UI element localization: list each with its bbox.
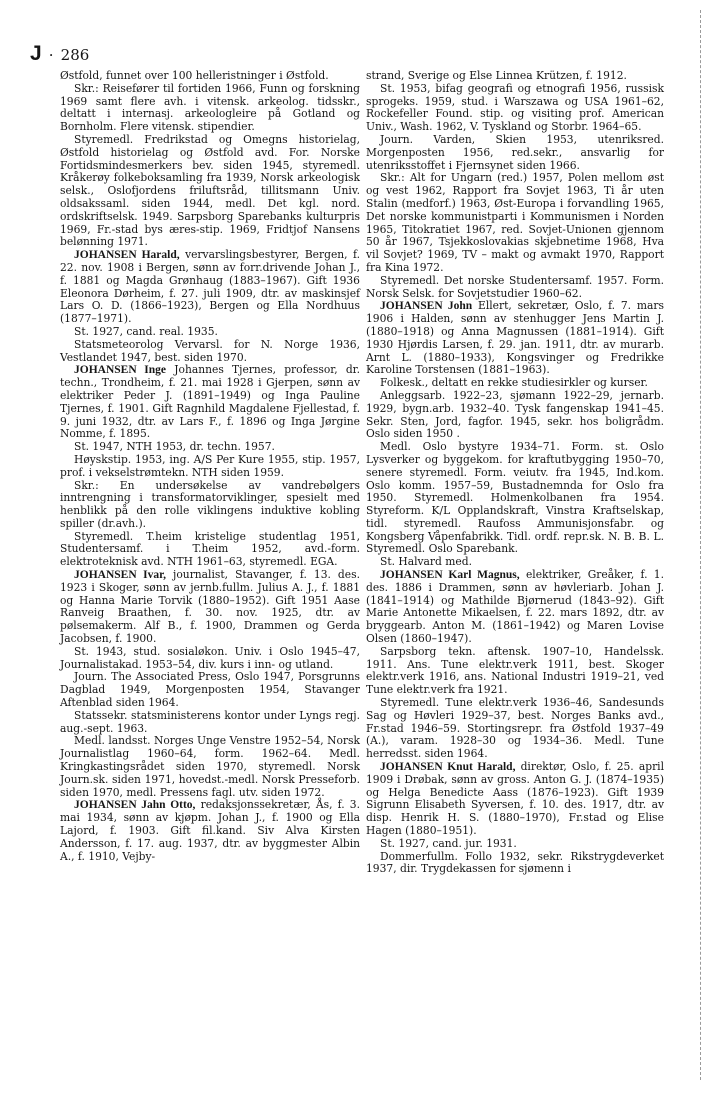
entry-name: JOHANSEN John [380,300,473,313]
entry-text: redaksjonssekretær, Ås, f. 3. mai 1934, sønn av kjøpm. Johan J., f. 1900 og Ella Lajord, f. 1903. Gift fil.kand. Siv Alva Kirsten Andersson, f. 17. aug. 1937, dtr. av byggmester Albin A., f. 1910, Vejby- [60,798,360,863]
entry-name: JOHANSEN Karl Magnus, [380,569,520,582]
biography-entry [366,300,664,377]
entry-text: elektriker, Greåker, f. 1. des. 1886 i Drammen, sønn av høvleriarb. Johan J. (1841–1914) og Mathilde Bjørnerud (1843–92). Gift Marie Antonette Mikaelsen, f. 22. mars 1892, dtr. av bryggearb. Anton M. (1861–1942) og Maren Lovise Olsen (1860–1947). [366,568,664,646]
paragraph: Styremedl. Tune elektr.verk 1936–46, Sandesunds Sag og Høvleri 1929–37, best. Norges Banks avd., Fr.stad 1946–59. Stortingsrepr. fra Østfold 1937–49 (A.), varam. 1928–30 og 1934–36. Medl. Tune herredsst. siden 1964. [366,696,664,761]
paragraph: Anleggsarb. 1922–23, sjømann 1922–29, jernarb. 1929, bygn.arb. 1932–40. Tysk fangenskap 1941–45. Sekr. Sten, Jord, fagfor. 1945, sekr. hos boligrådm. Oslo siden 1950 . [366,388,664,441]
entry-text: journalist, Stavanger, f. 13. des. 1923 i Skoger, sønn av jernb.fullm. Julius A. J., f. 1881 og Hanna Marie Torvik (1880–1952). Gift 1951 Aase Ranveig Braathen, f. 30. nov. 1925, dtr. av pølsemakerm. Alf B., f. 1900, Drammen og Gerda Jacobsen, f. 1900. [60,568,360,646]
paragraph: Skr.: Alt for Ungarn (red.) 1957, Polen mellom øst og vest 1962, Rapport fra Sovjet 1963, Ti år uten Stalin (medforf.) 1963, Øst-Europa i forvandling 1965, Det norske kommunistparti i Kommunismen i Norden 1965, Titokratiet 1967, red. Sovjet-Unionen gjennom 50 år 1967, Tsjekkoslovakias skjebnetime 1968, Hva vil Sovjet? 1969, TV – makt og avmakt 1970, Rapport fra Kina 1972. [366,171,664,274]
page-number: 286 [60,46,90,64]
margin-rule [700,10,702,1080]
paragraph: Skr.: En undersøkelse av vandrebølgers inntrengning i transformatorviklinger, spesielt med henblikk på den rolle viklingens induktive kobling spiller (dr.avh.). [60,478,360,530]
page-number-separator: · [48,46,54,64]
biography-entry [366,761,664,838]
biography-entry [60,364,360,441]
paragraph: Medl. Oslo bystyre 1934–71. Form. st. Oslo Lysverker og byggekom. for kraftutbygging 1950–70, senere styremedl. Form. veiutv. fra 1945, Ind.kom. Oslo komm. 1957–59, Bustadnemnda for Oslo fra 1950. Styremedl. Holmenkolbanen fra 1954. Styreform. K/L Opplandskraft, Vinstra Kraftselskap, tidl. styremedl. Raufoss Ammunisjonsfabr. og Kongsberg Våpenfabrikk. Tidl. ordf. repr.sk. N. B. B. L. Styremedl. Oslo Sparebank. [366,440,664,556]
paragraph: St. 1947, NTH 1953, dr. techn. 1957. [74,440,275,454]
paragraph: Dommerfullm. Follo 1932, sekr. Rikstrygdeverket 1937, dir. Trygdekassen for sjømenn i [366,849,664,876]
page-header [30,42,89,64]
paragraph: Styremedl. Det norske Studentersamf. 1957. Form. Norsk Selsk. for Sovjetstudier 1960–62. [366,273,664,300]
entry-name: JOHANSEN Knut Harald, [380,761,516,774]
paragraph: St. 1943, stud. sosialøkon. Univ. i Oslo 1945–47, Journalistakad. 1953–54, div. kurs i inn- og utland. [60,644,360,671]
entry-name: JOHANSEN Ivar, [74,569,167,582]
entry-text: Ellert, sekretær, Oslo, f. 7. mars 1906 i Halden, sønn av stenhugger Jens Martin J. (1880–1918) og Anna Magnussen (1881–1914). Gift 1930 Hjørdis Larsen, f. 29. jan. 1911, dtr. av murarb. Arnt L. (1880–1933), Kongsvinger og Fredrikke Karoline Torstensen (1881–1963). [366,299,664,377]
left-column [60,70,360,863]
right-column [366,70,664,876]
paragraph: St. 1927, cand. jur. 1931. [380,836,517,850]
paragraph: St. 1953, bifag geografi og etnografi 1956, russisk sprogeks. 1959, stud. i Warszawa og USA 1961–62, Rockefeller Found. stip. og visiting prof. American Univ., Wash. 1962, V. Tyskland og Storbr. 1964–65. [366,81,664,134]
entry-name: JOHANSEN Harald, [74,249,180,262]
paragraph: Journ. The Associated Press, Oslo 1947, Porsgrunns Dagblad 1949, Morgenposten 1954, Stavanger Aftenblad siden 1964. [60,670,360,710]
paragraph: Styremedl. T.heim kristelige studentlag 1951, Studentersamf. i T.heim 1952, avd.-form. elektroteknisk avd. NTH 1961–63, styremedl. EGA. [60,529,360,569]
biography-entry [60,799,360,863]
paragraph: St. 1927, cand. real. 1935. [74,324,218,338]
paragraph: Statsmeteorolog Vervarsl. for N. Norge 1936, Vestlandet 1947, best. siden 1970. [60,337,360,364]
entry-name: JOHANSEN Jahn Otto, [74,799,196,812]
paragraph: Styremedl. Fredrikstad og Omegns historielag, Østfold historielag og Østfold avd. For. Norske Fortidsmindesmerkers bev. siden 1945, styremedl. Kråkerøy folkeboksamling fra 1939, Norsk arkeologisk selsk., Oslofjordens friluftsråd, tillitsmann Univ. oldsakssaml. siden 1944, medl. Det kgl. nord. ordskriftselsk. 1949. Sarpsborg Sparebanks kulturpris 1969, Fr.-stad bys æres-stip. 1969, Fridtjof Nansens belønning 1971. [60,132,360,249]
paragraph: St. Halvard med. [380,555,472,569]
biography-entry [366,569,664,646]
biography-entry [60,249,360,326]
entry-text: direktør, Oslo, f. 25. april 1909 i Drøbak, sønn av gross. Anton G. J. (1874–1935) og Helga Benedicte Aass (1876–1923). Gift 1939 Sigrunn Elisabeth Syversen, f. 10. des. 1917, dtr. av disp. Henrik H. S. (1880–1970), Fr.stad og Elise Hagen (1880–1951). [366,760,665,838]
paragraph: Medl. landsst. Norges Unge Venstre 1952–54, Norsk Journalistlag 1960–64, form. 1962–64. Medl. Kringkastingsrådet siden 1970, styremedl. Norsk Journ.sk. siden 1971, hovedst.-medl. Norsk Presseforb. siden 1970, medl. Pressens fagl. utv. siden 1972. [60,734,360,799]
paragraph: Høyskstip. 1953, ing. A/S Per Kure 1955, stip. 1957, prof. i vekselstrømtekn. NTH siden 1959. [60,452,360,479]
paragraph: Sarpsborg tekn. aftensk. 1907–10, Handelssk. 1911. Ans. Tune elektr.verk 1911, best. Skoger elektr.verk 1916, ans. National Industri 1919–21, ved Tune elektr.verk fra 1921. [366,644,664,697]
continued-paragraph: Østfold, funnet over 100 helleristninger i Østfold. [60,69,329,82]
paragraph: Statssekr. statsministerens kontor under Lyngs regj. aug.-sept. 1963. [60,708,360,735]
entry-text: Johannes Tjernes, professor, dr. techn., Trondheim, f. 21. mai 1928 i Gjerpen, sønn av elektriker Peder J. (1891–1949) og Inga Pauline Tjernes, f. 1901. Gift Ragnhild Magdalene Fjellestad, f. 9. juni 1932, dtr. av Lars F., f. 1896 og Inga Jørgine Nomme, f. 1895. [60,363,360,441]
paragraph: Journ. Varden, Skien 1953, utenriksred. Morgenposten 1956, red.sekr., ansvarlig for utenriksstoffet i Fjernsynet siden 1966. [366,132,664,172]
entry-name: JOHANSEN Inge [74,364,167,377]
paragraph: Folkesk., deltatt en rekke studiesirkler og kurser. [380,376,648,390]
entry-text: vervarslingsbestyrer, Bergen, f. 22. nov. 1908 i Bergen, sønn av forr.drivende Johan J., f. 1881 og Magda Grønhaug (1883–1967). Gift 1936 Eleonora Dørheim, f. 27. juli 1909, dtr. av maskinsjef Lars O. D. (1866–1923), Bergen og Ella Nordhuus (1877–1971). [60,248,360,326]
paragraph: Skr.: Reisefører til fortiden 1966, Funn og forskning 1969 samt flere avh. i vitensk. arkeolog. tidsskr., deltatt i internasj. arkeologleire på Gotland og Bornholm. Flere vitensk. stipendier. [60,81,360,134]
continued-paragraph: strand, Sverige og Else Linnea Krützen, f. 1912. [366,69,627,82]
biography-entry [60,569,360,646]
section-letter: J [30,42,42,65]
